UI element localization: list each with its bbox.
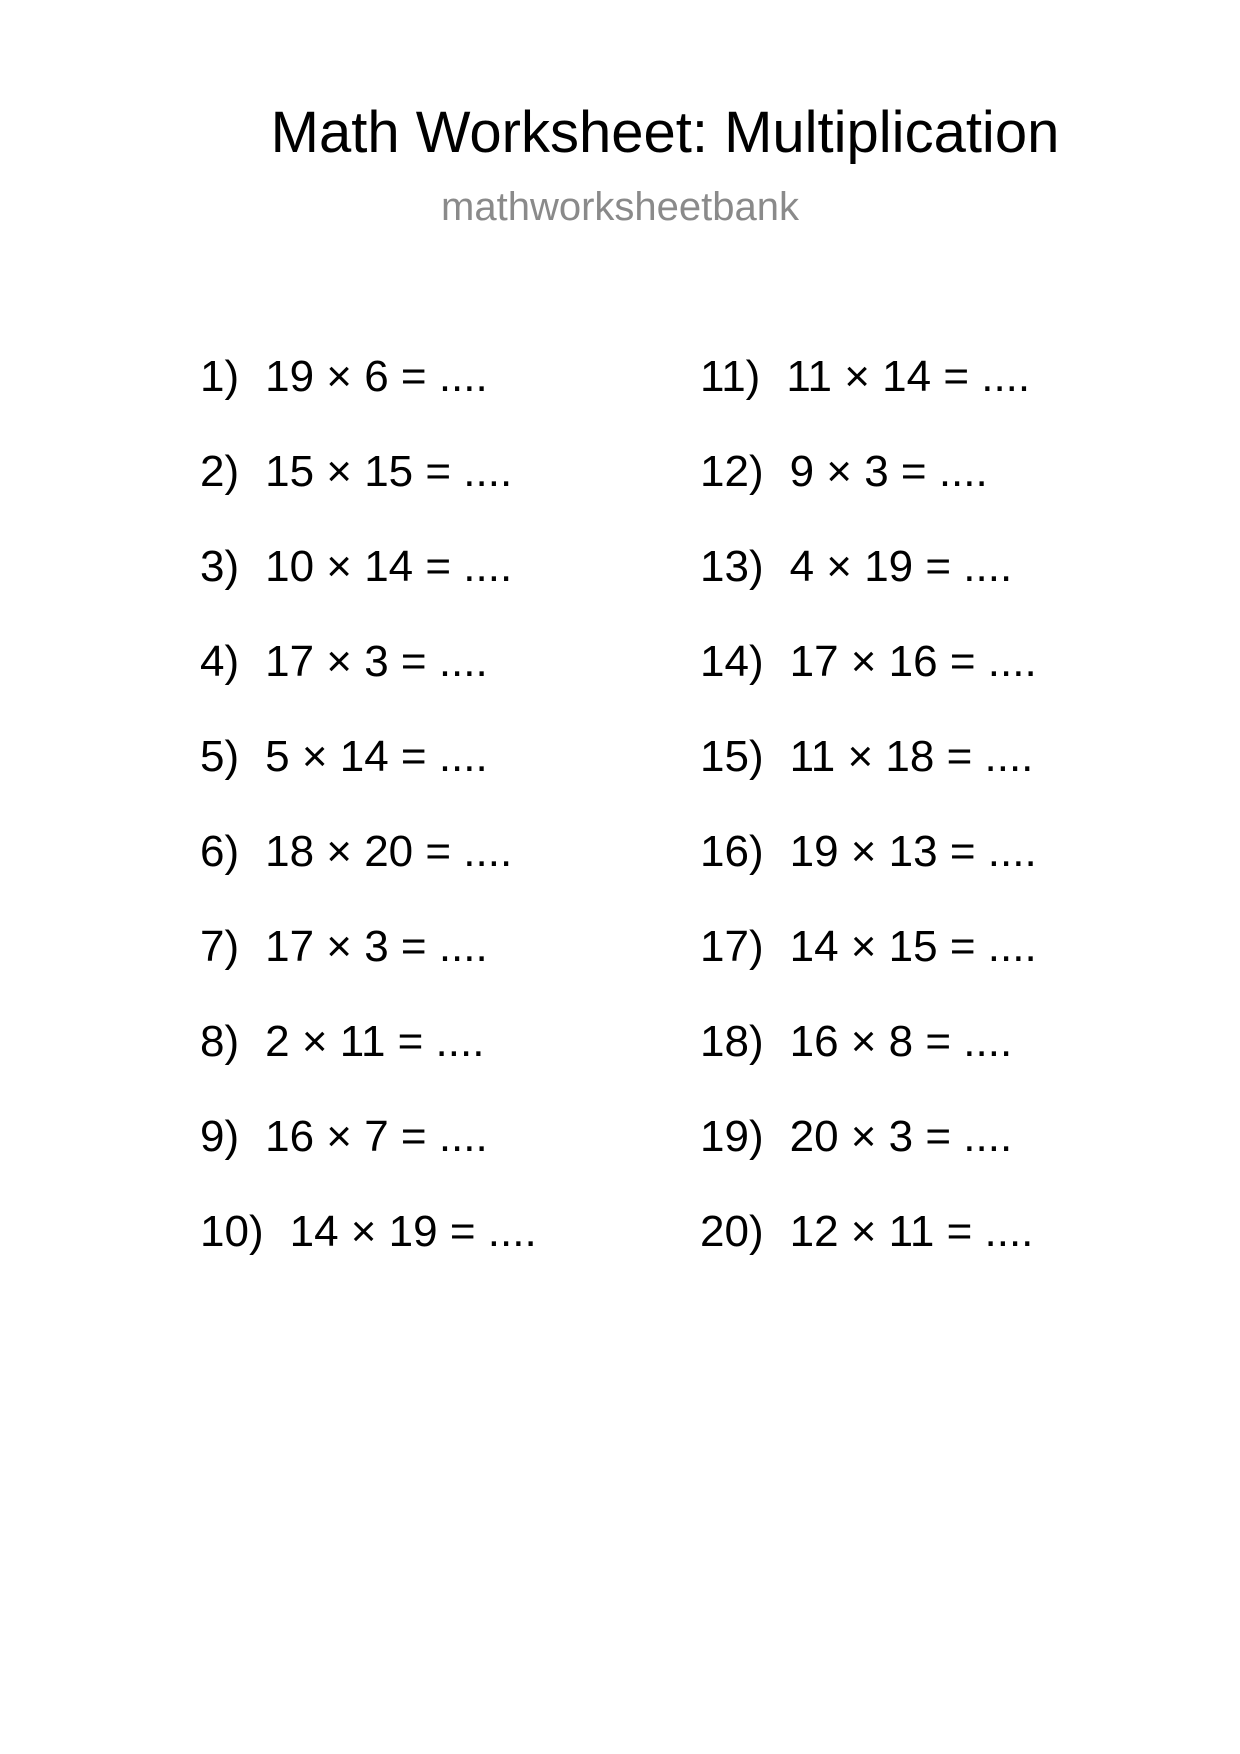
problem-item bbox=[200, 1110, 537, 1205]
problem-item bbox=[700, 445, 1037, 540]
problem-item bbox=[700, 825, 1037, 920]
problem-expression: 17 × 3 = .... bbox=[265, 637, 488, 686]
problem-number: 3) bbox=[200, 542, 240, 591]
problem-expression: 16 × 7 = .... bbox=[265, 1112, 488, 1161]
problem-item bbox=[700, 920, 1037, 1015]
problem-expression: 20 × 3 = .... bbox=[789, 1112, 1013, 1161]
problem-number: 18) bbox=[700, 1017, 764, 1066]
problem-expression: 16 × 8 = .... bbox=[789, 1017, 1013, 1066]
problem-expression: 17 × 16 = .... bbox=[789, 637, 1037, 686]
problem-expression: 12 × 11 = .... bbox=[789, 1207, 1034, 1256]
problem-item bbox=[200, 635, 537, 730]
problem-item bbox=[200, 445, 537, 540]
problem-column-left bbox=[200, 350, 537, 1300]
problem-number: 7) bbox=[200, 922, 240, 971]
problem-number: 16) bbox=[700, 827, 764, 876]
problem-item bbox=[700, 1205, 1037, 1300]
problem-expression: 14 × 15 = .... bbox=[789, 922, 1037, 971]
problem-expression: 9 × 3 = .... bbox=[789, 447, 988, 496]
problem-number: 9) bbox=[200, 1112, 240, 1161]
problem-column-right bbox=[700, 350, 1037, 1300]
problem-item bbox=[700, 635, 1037, 730]
problem-number: 4) bbox=[200, 637, 240, 686]
problem-number: 2) bbox=[200, 447, 240, 496]
problem-expression: 11 × 18 = .... bbox=[789, 732, 1034, 781]
problem-item bbox=[200, 540, 537, 635]
problem-number: 1) bbox=[200, 352, 240, 401]
problem-number: 8) bbox=[200, 1017, 240, 1066]
problem-expression: 5 × 14 = .... bbox=[265, 732, 488, 781]
problem-item bbox=[200, 920, 537, 1015]
problem-number: 12) bbox=[700, 447, 764, 496]
problem-number: 19) bbox=[700, 1112, 764, 1161]
problem-item bbox=[700, 1015, 1037, 1110]
problem-expression: 19 × 6 = .... bbox=[265, 352, 488, 401]
problem-number: 5) bbox=[200, 732, 240, 781]
problem-item bbox=[200, 1015, 537, 1110]
problem-expression: 10 × 14 = .... bbox=[265, 542, 513, 591]
page-title: Math Worksheet: Multiplication bbox=[270, 100, 1060, 165]
problem-expression: 11 × 14 = .... bbox=[786, 352, 1031, 401]
problem-expression: 4 × 19 = .... bbox=[789, 542, 1013, 591]
problem-expression: 18 × 20 = .... bbox=[265, 827, 513, 876]
problem-item bbox=[200, 1205, 537, 1300]
problem-number: 6) bbox=[200, 827, 240, 876]
problem-number: 11) bbox=[700, 352, 761, 401]
problem-number: 14) bbox=[700, 637, 764, 686]
problem-expression: 14 × 19 = .... bbox=[289, 1207, 537, 1256]
problem-expression: 15 × 15 = .... bbox=[265, 447, 513, 496]
page-subtitle: mathworksheetbank bbox=[441, 185, 799, 229]
problem-number: 20) bbox=[700, 1207, 764, 1256]
problem-number: 15) bbox=[700, 732, 764, 781]
problem-item bbox=[700, 730, 1037, 825]
problem-expression: 19 × 13 = .... bbox=[789, 827, 1037, 876]
problem-item bbox=[700, 540, 1037, 635]
problem-item bbox=[700, 350, 1037, 445]
problem-item bbox=[700, 1110, 1037, 1205]
problem-number: 17) bbox=[700, 922, 764, 971]
problem-item bbox=[200, 350, 537, 445]
problem-item bbox=[200, 730, 537, 825]
problem-expression: 2 × 11 = .... bbox=[265, 1017, 485, 1066]
problem-item bbox=[200, 825, 537, 920]
problem-number: 13) bbox=[700, 542, 764, 591]
problem-number: 10) bbox=[200, 1207, 264, 1256]
problem-expression: 17 × 3 = .... bbox=[265, 922, 488, 971]
